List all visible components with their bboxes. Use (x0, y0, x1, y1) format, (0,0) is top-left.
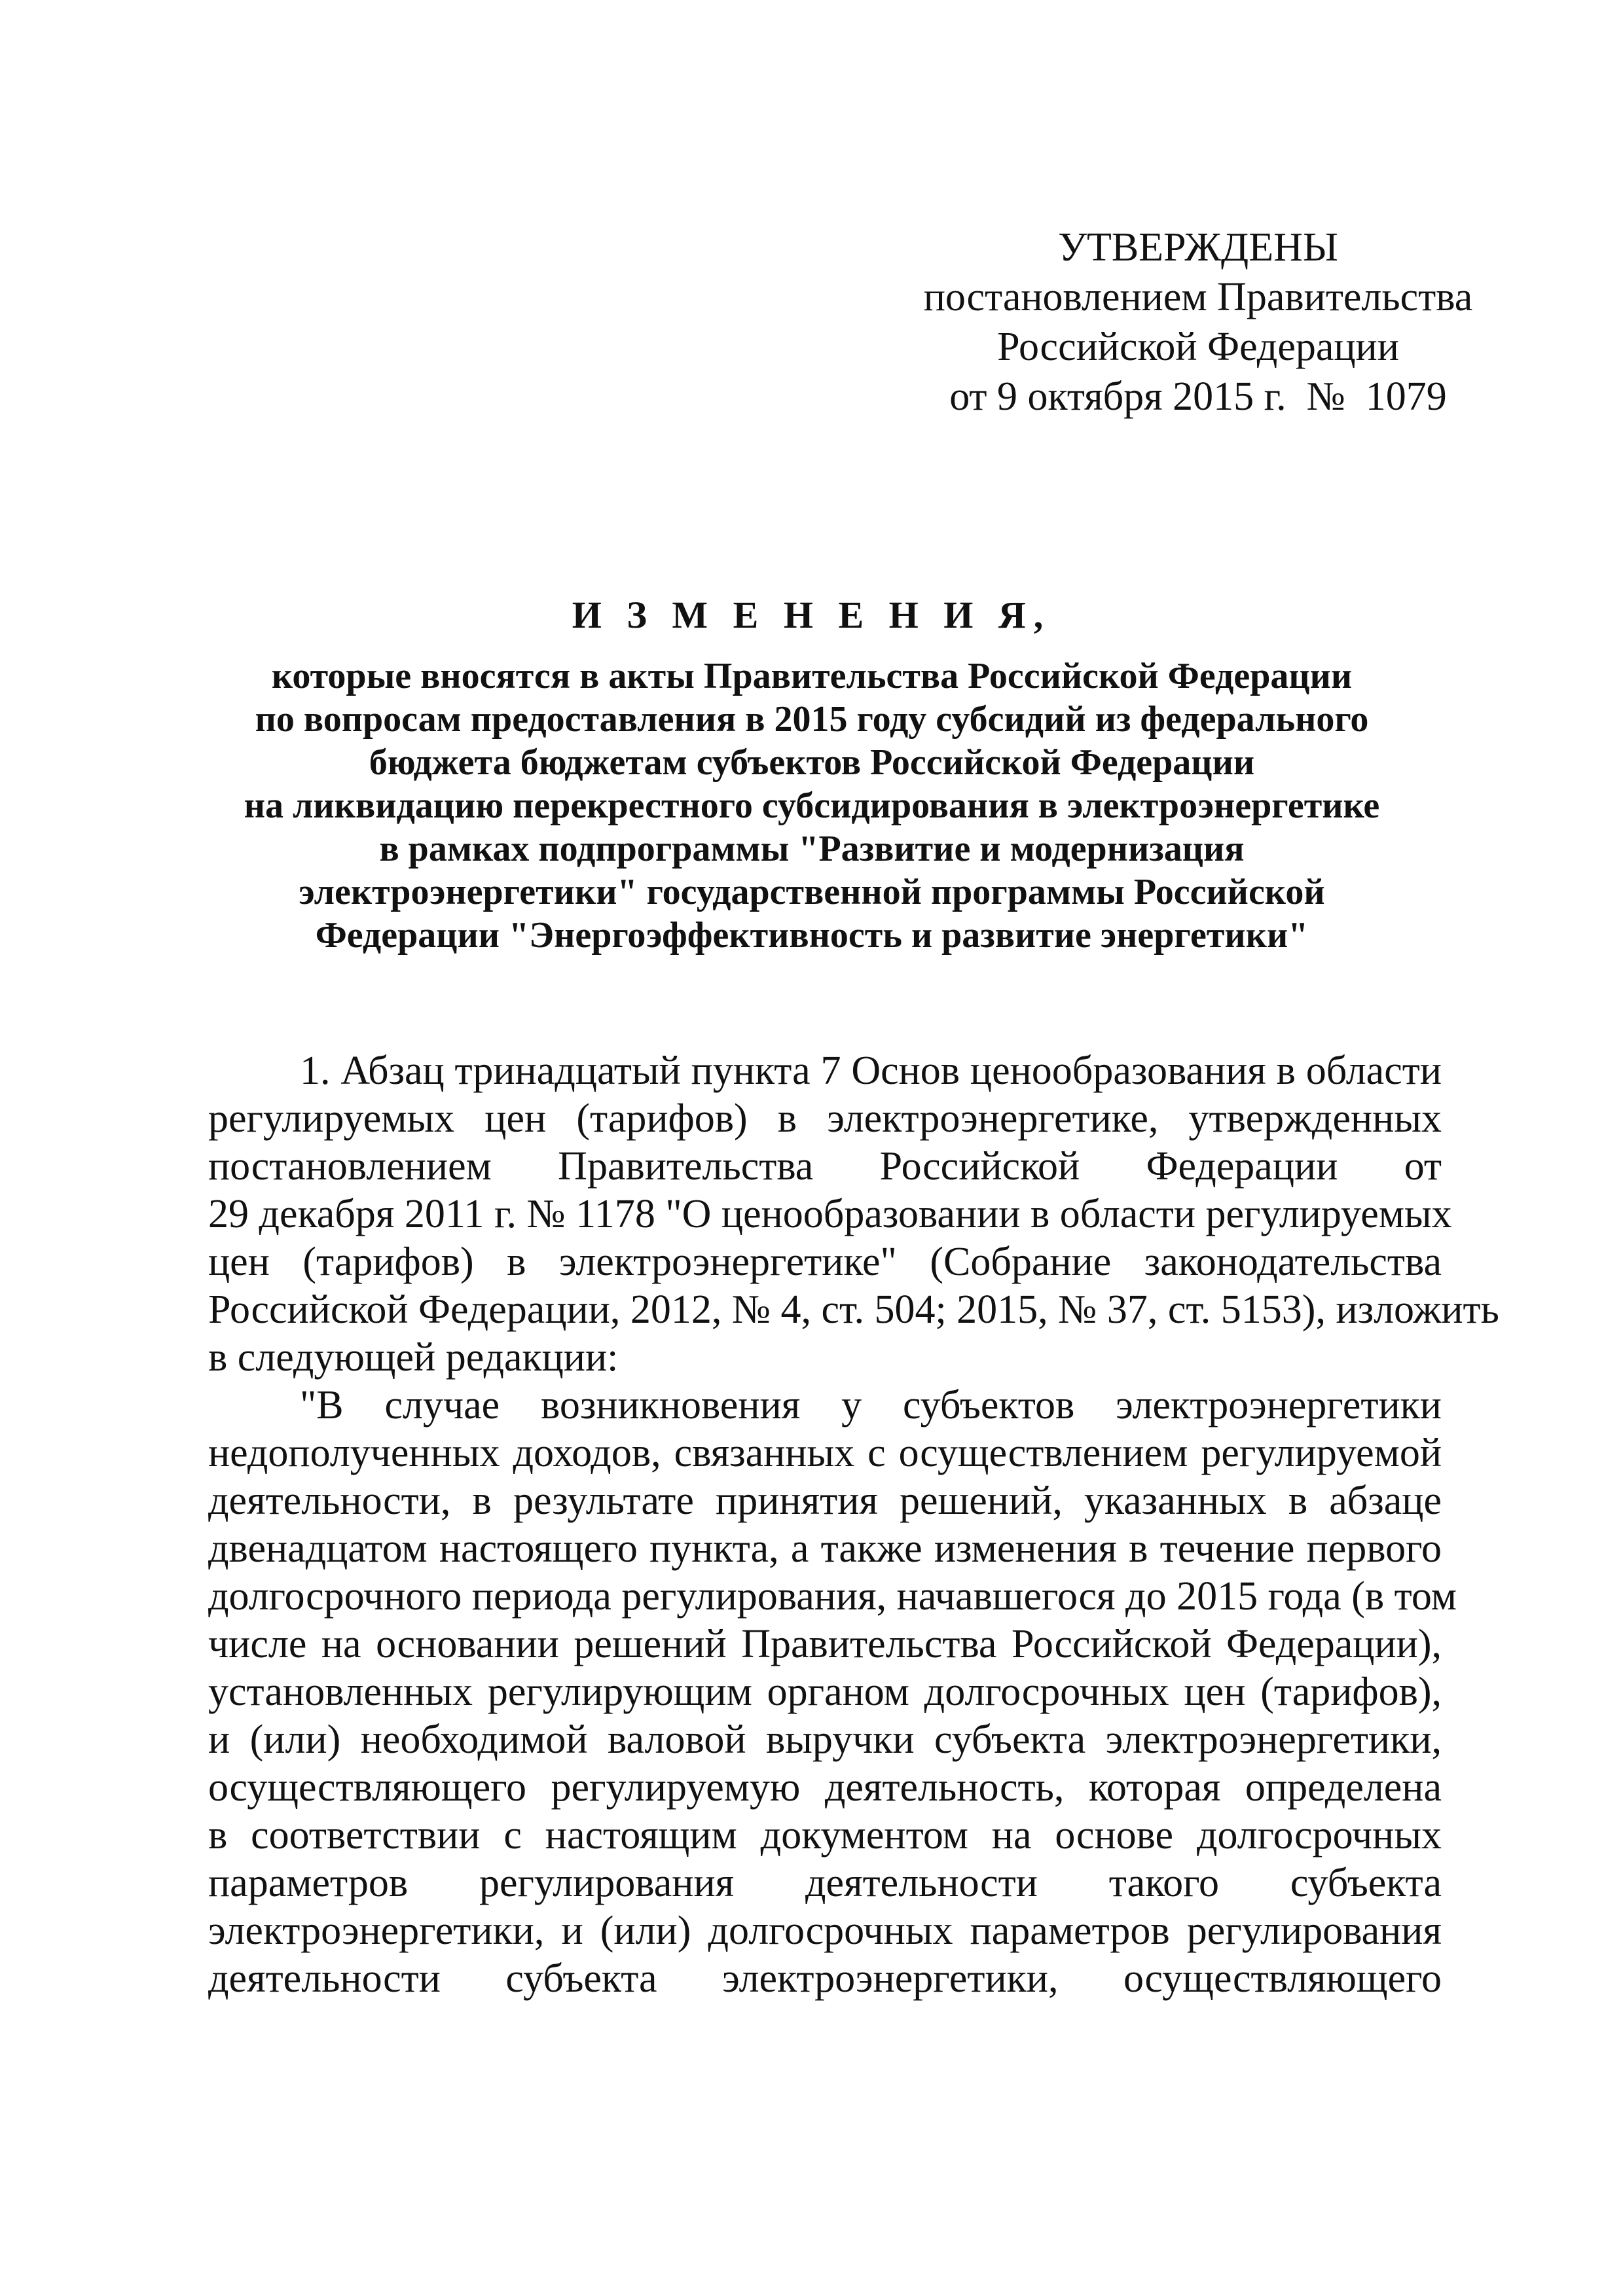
text-line: регулируемых цен (тарифов) в электроэнергетике, утвержденных (208, 1096, 1442, 1141)
text-line: "В случае возникновения у субъектов электроэнергетики (300, 1383, 1442, 1427)
subtitle-line: электроэнергетики" государственной программы Российской (299, 872, 1325, 912)
subtitle-line: бюджета бюджетам субъектов Российской Федерации (369, 742, 1255, 783)
text-line: в следующей редакции: (208, 1335, 619, 1380)
text-line: деятельности субъекта электроэнергетики, осуществляющего (208, 1956, 1442, 2001)
text-line: электроэнергетики, и (или) долгосрочных параметров регулирования (208, 1909, 1442, 1953)
text-line: числе на основании решений Правительства Российской Федерации), (208, 1622, 1442, 1666)
approval-line: постановлением Правительства (923, 275, 1473, 319)
subtitle-line: в рамках подпрограммы "Развитие и модернизация (379, 829, 1245, 869)
subtitle-line: которые вносятся в акты Правительства Российской Федерации (271, 656, 1353, 696)
text-line: в соответствии с настоящим документом на основе долгосрочных (208, 1813, 1442, 1857)
document-subtitle (164, 655, 1460, 957)
text-line: деятельности, в результате принятия решений, указанных в абзаце (208, 1479, 1442, 1523)
approval-line: Российской Федерации (997, 325, 1399, 369)
approval-date-number: от 9 октября 2015 г. № 1079 (949, 374, 1447, 419)
text-line: параметров регулирования деятельности такого субъекта (208, 1861, 1442, 1905)
paragraph-1 (208, 1047, 1499, 1382)
text-line: двенадцатом настоящего пункта, а также изменения в течение первого (208, 1526, 1442, 1571)
document-body (208, 1047, 1499, 2003)
text-line: установленных регулирующим органом долгосрочных цен (тарифов), (208, 1670, 1442, 1714)
text-line: цен (тарифов) в электроэнергетике" (Собрание законодательства (208, 1240, 1442, 1284)
approval-heading: УТВЕРЖДЕНЫ (1058, 225, 1338, 270)
paragraph-2 (208, 1382, 1457, 2003)
text-line: недополученных доходов, связанных с осуществлением регулируемой (208, 1431, 1442, 1475)
approval-block (871, 223, 1525, 422)
text-line: 1. Абзац тринадцатый пункта 7 Основ ценообразования в области (300, 1049, 1442, 1093)
text-line: осуществляющего регулируемую деятельность, которая определена (208, 1765, 1442, 1810)
subtitle-line: на ликвидацию перекрестного субсидирования в электроэнергетике (244, 785, 1380, 826)
text-line: постановлением Правительства Российской Федерации от (208, 1144, 1442, 1189)
document-title: И З М Е Н Е Н И Я, (572, 594, 1051, 636)
text-line: 29 декабря 2011 г. № 1178 "О ценообразовании в области регулируемых (208, 1192, 1452, 1236)
text-line: Российской Федерации, 2012, № 4, ст. 504; 2015, № 37, ст. 5153), изложить (208, 1287, 1499, 1332)
subtitle-line: по вопросам предоставления в 2015 году субсидий из федерального (255, 699, 1369, 740)
text-line: и (или) необходимой валовой выручки субъекта электроэнергетики, (208, 1717, 1442, 1762)
subtitle-line: Федерации "Энергоэффективность и развитие энергетики" (315, 915, 1309, 956)
text-line: долгосрочного периода регулирования, начавшегося до 2015 года (в том (208, 1574, 1457, 1619)
